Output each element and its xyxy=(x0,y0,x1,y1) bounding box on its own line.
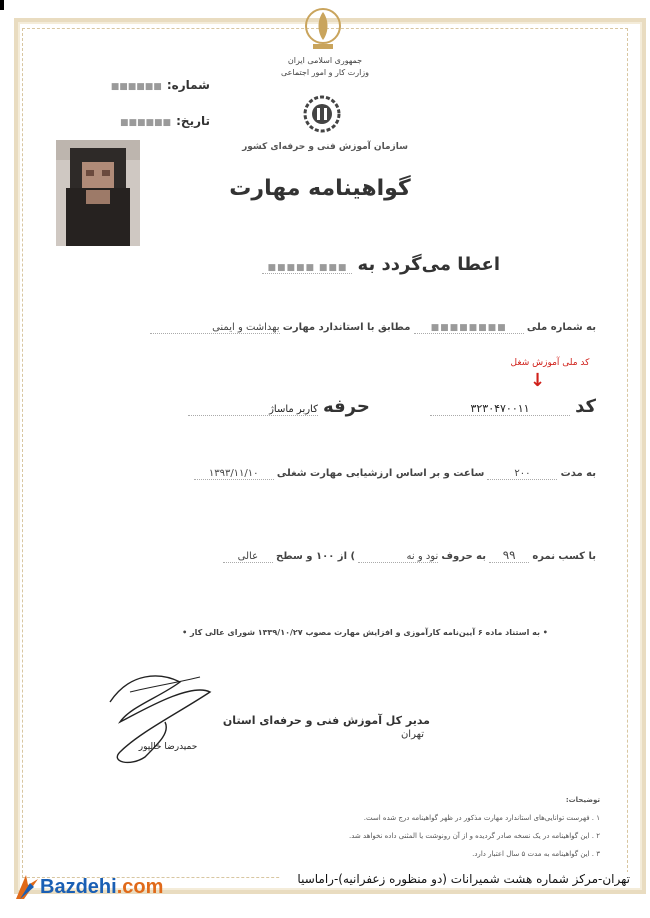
bazdehi-brand: Bazdehi xyxy=(40,875,117,898)
duration-row xyxy=(150,468,596,480)
date-value: ■■■■■■ xyxy=(120,118,172,128)
signature-icon xyxy=(100,662,230,772)
annotation-text: کد ملی آموزش شغل xyxy=(510,358,590,368)
note-item: ۲ . این گواهینامه در یک نسخه صادر گردیده و از آن رونوشت یا المثنی داده نخواهد شد. xyxy=(349,832,600,840)
score-level: عالی xyxy=(223,551,273,563)
granted-name: ■■■ ■■■■■ xyxy=(262,263,352,274)
address-text: تهران-مرکز شماره هشت شمیرانات (دو منظوره زعفرانیه)-راماسیا xyxy=(280,872,630,886)
bazdehi-logo-icon xyxy=(14,873,40,901)
date-label: تاریخ: xyxy=(176,114,210,128)
signer-title: مدیر کل آموزش فنی و حرفه‌ای استان xyxy=(222,714,430,727)
standard-label: مطابق با استاندارد مهارت xyxy=(282,322,411,333)
code-value: ۳۲۳۰۴۷۰۰۱۱ xyxy=(430,402,570,416)
number-row xyxy=(80,74,210,93)
date-row xyxy=(80,110,210,129)
note-item: ۳ . این گواهینامه به مدت ۵ سال اعتبار دارد. xyxy=(472,850,600,858)
republic-text: جمهوری اسلامی ایران xyxy=(287,56,363,65)
words-value: نود و نه xyxy=(358,551,438,563)
job-label: حرفه xyxy=(322,396,370,417)
basis-label: ساعت و بر اساس ارزشیابی مهارت شغلی xyxy=(276,468,485,479)
duration-hours: ۲۰۰ xyxy=(487,468,557,480)
national-value: ■■■■■■■■ xyxy=(414,323,524,334)
score-label: با کسب نمره xyxy=(532,551,596,562)
tvto-logo-icon xyxy=(300,94,344,134)
from-label: ) از ۱۰۰ و سطح xyxy=(276,551,356,562)
holder-photo xyxy=(56,140,140,246)
code-label: کد xyxy=(575,396,596,417)
ministry-text: وزارت کار و امور اجتماعی xyxy=(280,68,370,77)
annotation-arrow-icon: ↓ xyxy=(530,370,546,391)
certificate-title: گواهینامه مهارت xyxy=(229,176,411,201)
bazdehi-suffix: .com xyxy=(116,875,164,898)
legal-note: • به استناد ماده ۶ آیین‌نامه کارآموزی و افزایش مهارت مصوب ۱۳۳۹/۱۰/۲۷ شورای عالی کار • xyxy=(182,628,548,637)
number-label: شماره: xyxy=(166,78,210,92)
number-value: ■■■■■■ xyxy=(110,82,162,92)
score-digits: ۹۹ xyxy=(489,548,529,563)
corner-mark xyxy=(0,0,4,10)
evaluation-date: ۱۳۹۳/۱۱/۱۰ xyxy=(194,468,274,480)
signer-title-row xyxy=(200,714,430,740)
signer-province: تهران xyxy=(400,729,424,740)
bazdehi-watermark xyxy=(14,872,163,902)
code-job-row xyxy=(140,396,596,417)
org-name: سازمان آموزش فنی و حرفه‌ای کشور xyxy=(242,142,408,152)
iran-emblem-icon xyxy=(303,6,343,52)
standard-value: بهداشت و ایمنی xyxy=(150,322,280,334)
granted-row xyxy=(200,254,500,275)
national-standard-row xyxy=(50,322,596,334)
duration-label: به مدت xyxy=(560,468,596,479)
granted-label: اعطا می‌گردد به xyxy=(357,254,500,275)
pixelated-portrait-icon xyxy=(56,140,140,246)
signer-name: حمیدرضا خالپور xyxy=(138,742,198,752)
score-row xyxy=(150,548,596,563)
note-item: ۱ . فهرست توانایی‌های استاندارد مهارت مذکور در ظهر گواهینامه درج شده است. xyxy=(363,814,600,822)
words-label: به حروف xyxy=(441,551,486,562)
notes-heading: توضیحات: xyxy=(565,796,600,804)
national-label: به شماره ملی xyxy=(526,322,596,333)
job-value: کاربر ماساژ xyxy=(188,404,318,416)
notes xyxy=(230,796,600,858)
